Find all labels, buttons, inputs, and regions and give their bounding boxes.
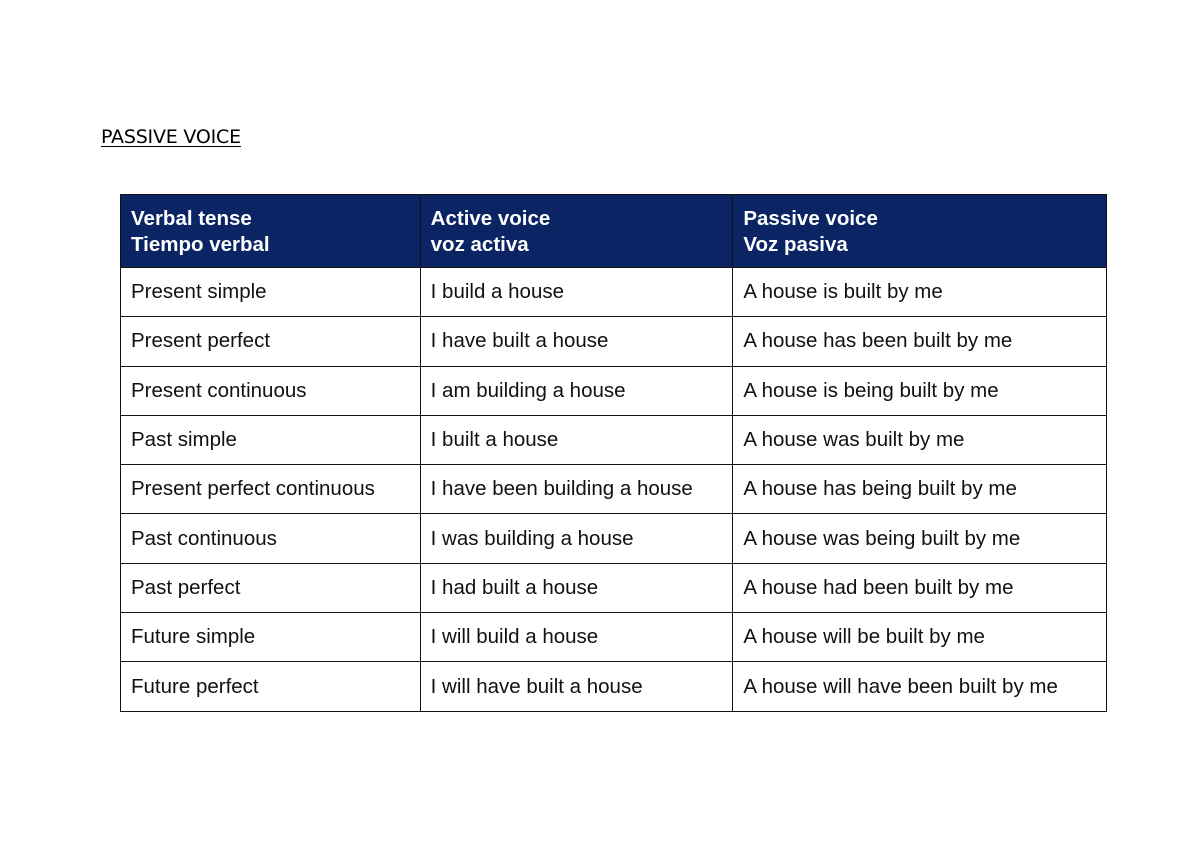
table-row xyxy=(121,317,1107,366)
tense-cell: Past continuous xyxy=(121,514,421,563)
header-label-es: Tiempo verbal xyxy=(131,233,270,256)
header-label-es: Voz pasiva xyxy=(743,233,848,256)
tense-cell: Present simple xyxy=(121,268,421,317)
active-voice-cell: I will have built a house xyxy=(420,662,733,711)
passive-voice-cell: A house had been built by me xyxy=(733,563,1107,612)
header-label-en: Active voice xyxy=(430,207,551,230)
passive-voice-cell: A house was built by me xyxy=(733,415,1107,464)
active-voice-cell: I built a house xyxy=(420,415,733,464)
active-voice-cell: I will build a house xyxy=(420,613,733,662)
tense-cell: Past simple xyxy=(121,415,421,464)
passive-voice-cell: A house has being built by me xyxy=(733,465,1107,514)
header-label-en: Passive voice xyxy=(743,207,878,230)
passive-voice-cell: A house was being built by me xyxy=(733,514,1107,563)
active-voice-cell: I have been building a house xyxy=(420,465,733,514)
table-row xyxy=(121,268,1107,317)
table-row xyxy=(121,563,1107,612)
active-voice-cell: I am building a house xyxy=(420,366,733,415)
header-label-es: voz activa xyxy=(430,233,529,256)
table-row xyxy=(121,613,1107,662)
passive-voice-table xyxy=(120,194,1107,712)
tense-cell: Present perfect continuous xyxy=(121,465,421,514)
passive-voice-cell: A house has been built by me xyxy=(733,317,1107,366)
active-voice-cell: I build a house xyxy=(420,268,733,317)
tense-cell: Future perfect xyxy=(121,662,421,711)
tense-cell: Present continuous xyxy=(121,366,421,415)
passive-voice-cell: A house is built by me xyxy=(733,268,1107,317)
tense-cell: Present perfect xyxy=(121,317,421,366)
active-voice-cell: I have built a house xyxy=(420,317,733,366)
passive-voice-cell: A house will have been built by me xyxy=(733,662,1107,711)
passive-voice-cell: A house is being built by me xyxy=(733,366,1107,415)
active-voice-cell: I had built a house xyxy=(420,563,733,612)
table-row xyxy=(121,415,1107,464)
table-row xyxy=(121,465,1107,514)
tense-cell: Past perfect xyxy=(121,563,421,612)
tense-cell: Future simple xyxy=(121,613,421,662)
header-active-voice xyxy=(420,195,733,268)
header-label-en: Verbal tense xyxy=(131,207,252,230)
table-row xyxy=(121,366,1107,415)
table-row xyxy=(121,662,1107,711)
header-passive-voice xyxy=(733,195,1107,268)
header-verbal-tense xyxy=(121,195,421,268)
page-title: PASSIVE VOICE xyxy=(101,126,241,148)
table-header-row xyxy=(121,195,1107,268)
table-row xyxy=(121,514,1107,563)
active-voice-cell: I was building a house xyxy=(420,514,733,563)
passive-voice-cell: A house will be built by me xyxy=(733,613,1107,662)
